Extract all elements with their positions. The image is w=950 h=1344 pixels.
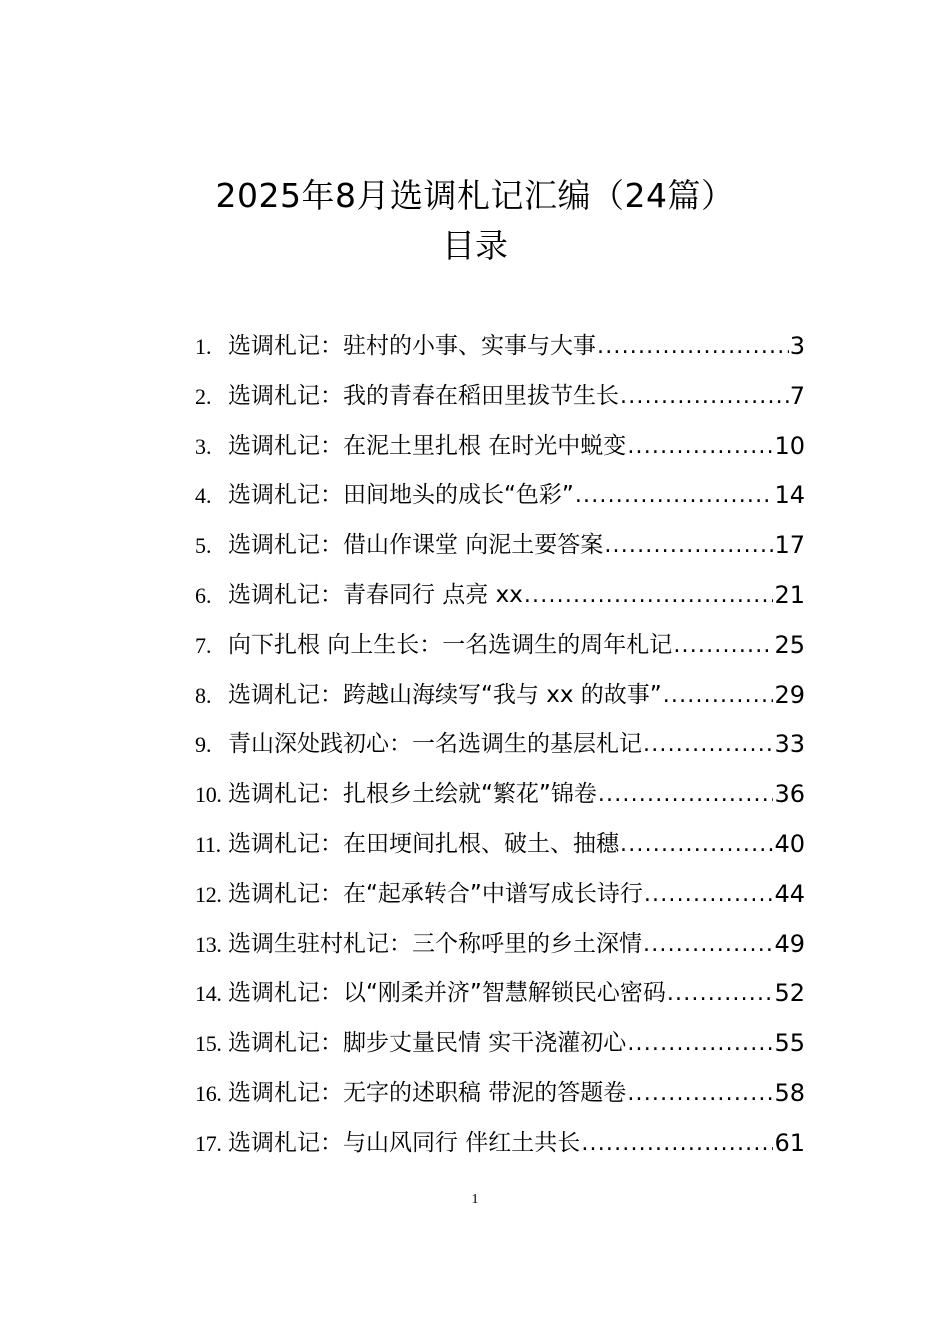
toc-leader-dots	[627, 1019, 773, 1069]
toc-entry-title: 选调札记：以“刚柔并济”智慧解锁民心密码	[228, 980, 666, 1007]
toc-leader-dots	[620, 372, 789, 422]
toc-entry-9[interactable]	[195, 720, 805, 770]
toc-entry-5[interactable]	[195, 521, 805, 571]
toc-entry-title: 向下扎根 向上生长：一名选调生的周年札记	[228, 631, 673, 658]
toc-entry-number: 6.	[195, 582, 212, 608]
toc-entry-title: 选调生驻村札记：三个称呼里的乡土深情	[228, 930, 642, 957]
toc-entry-number: 9.	[195, 732, 212, 758]
toc-entry-number: 5.	[195, 533, 212, 559]
toc-leader-dots	[627, 422, 773, 472]
toc-entry-number: 12.	[195, 881, 222, 907]
toc-entry-title: 选调札记：在“起承转合”中谱写成长诗行	[228, 880, 643, 907]
page-number: 1	[471, 1192, 479, 1207]
toc-leader-dots	[620, 820, 773, 870]
toc-entry-page: 17	[774, 531, 805, 560]
toc-entry-title: 选调札记：我的青春在稻田里拔节生长	[228, 382, 619, 409]
toc-entry-number: 15.	[195, 1031, 222, 1057]
toc-entry-17[interactable]	[195, 1119, 805, 1169]
toc-entry-page: 55	[774, 1029, 805, 1058]
toc-entry-12[interactable]	[195, 870, 805, 920]
toc-leader-dots	[643, 720, 773, 770]
toc-entry-number: 16.	[195, 1080, 222, 1106]
toc-entry-number: 7.	[195, 632, 212, 658]
toc-entry-title: 选调札记：田间地头的成长“色彩”	[228, 482, 574, 509]
toc-leader-dots	[598, 770, 774, 820]
toc-entry-number: 3.	[195, 433, 212, 459]
toc-leader-dots	[644, 870, 774, 920]
toc-entry-11[interactable]	[195, 820, 805, 870]
toc-entry-page: 33	[774, 730, 805, 759]
toc-entry-title: 选调札记：无字的述职稿 带泥的答题卷	[228, 1079, 627, 1106]
toc-entry-page: 3	[789, 332, 805, 360]
toc-entry-page: 29	[774, 680, 805, 709]
toc-entry-page: 40	[774, 829, 805, 858]
toc-entry-page: 61	[774, 1128, 805, 1157]
table-of-contents	[195, 322, 805, 1169]
toc-entry-15[interactable]	[195, 1019, 805, 1069]
toc-leader-dots	[627, 1069, 773, 1119]
document-title: 2025年8月选调札记汇编（24篇）	[215, 176, 735, 215]
toc-entry-page: 44	[774, 879, 805, 908]
toc-entry-number: 13.	[195, 931, 222, 957]
toc-leader-dots	[575, 471, 774, 521]
toc-entry-title: 选调札记：与山风同行 伴红土共长	[228, 1129, 581, 1156]
toc-entry-number: 4.	[195, 483, 212, 509]
toc-entry-13[interactable]	[195, 920, 805, 970]
toc-entry-number: 11.	[195, 831, 221, 857]
toc-leader-dots	[667, 969, 774, 1019]
toc-leader-dots	[673, 621, 773, 671]
toc-entry-title: 选调札记：在田埂间扎根、破土、抽穗	[228, 830, 619, 857]
toc-entry-3[interactable]	[195, 422, 805, 472]
toc-entry-title: 选调札记：借山作课堂 向泥土要答案	[228, 532, 604, 559]
toc-entry-page: 52	[774, 979, 805, 1008]
toc-entry-page: 21	[774, 580, 805, 609]
toc-leader-dots	[663, 671, 774, 721]
toc-entry-title: 青山深处践初心：一名选调生的基层札记	[228, 731, 642, 758]
toc-entry-page: 7	[789, 381, 805, 410]
toc-entry-16[interactable]	[195, 1069, 805, 1119]
toc-entry-10[interactable]	[195, 770, 805, 820]
toc-entry-number: 17.	[195, 1130, 222, 1156]
toc-entry-number: 10.	[195, 782, 222, 808]
toc-entry-8[interactable]	[195, 671, 805, 721]
toc-entry-page: 49	[774, 929, 805, 958]
toc-entry-page: 14	[774, 481, 805, 510]
toc-leader-dots	[643, 920, 773, 970]
toc-entry-1[interactable]	[195, 322, 805, 372]
toc-entry-7[interactable]	[195, 621, 805, 671]
toc-entry-14[interactable]	[195, 969, 805, 1019]
toc-entry-page: 36	[774, 780, 805, 809]
toc-leader-dots	[597, 322, 789, 372]
toc-entry-title: 选调札记：脚步丈量民情 实干浇灌初心	[228, 1030, 627, 1057]
toc-entry-4[interactable]	[195, 471, 805, 521]
toc-entry-page: 25	[774, 630, 805, 659]
toc-entry-number: 14.	[195, 981, 222, 1007]
toc-entry-title: 选调札记：跨越山海续写“我与 xx 的故事”	[228, 681, 662, 708]
toc-entry-number: 2.	[195, 383, 212, 409]
toc-entry-6[interactable]	[195, 571, 805, 621]
toc-entry-page: 10	[774, 431, 805, 460]
toc-entry-page: 58	[774, 1078, 805, 1107]
toc-heading: 目录	[442, 226, 508, 265]
toc-entry-2[interactable]	[195, 372, 805, 422]
toc-entry-number: 1.	[195, 334, 212, 359]
toc-leader-dots	[581, 1119, 773, 1169]
toc-leader-dots	[604, 521, 773, 571]
toc-entry-title: 选调札记：青春同行 点亮 xx	[228, 581, 523, 608]
toc-entry-title: 选调札记：扎根乡土绘就“繁花”锦卷	[228, 781, 597, 808]
toc-leader-dots	[524, 571, 774, 621]
toc-entry-number: 8.	[195, 682, 212, 708]
toc-entry-title: 选调札记：驻村的小事、实事与大事	[228, 333, 596, 359]
toc-entry-title: 选调札记：在泥土里扎根 在时光中蜕变	[228, 432, 627, 459]
